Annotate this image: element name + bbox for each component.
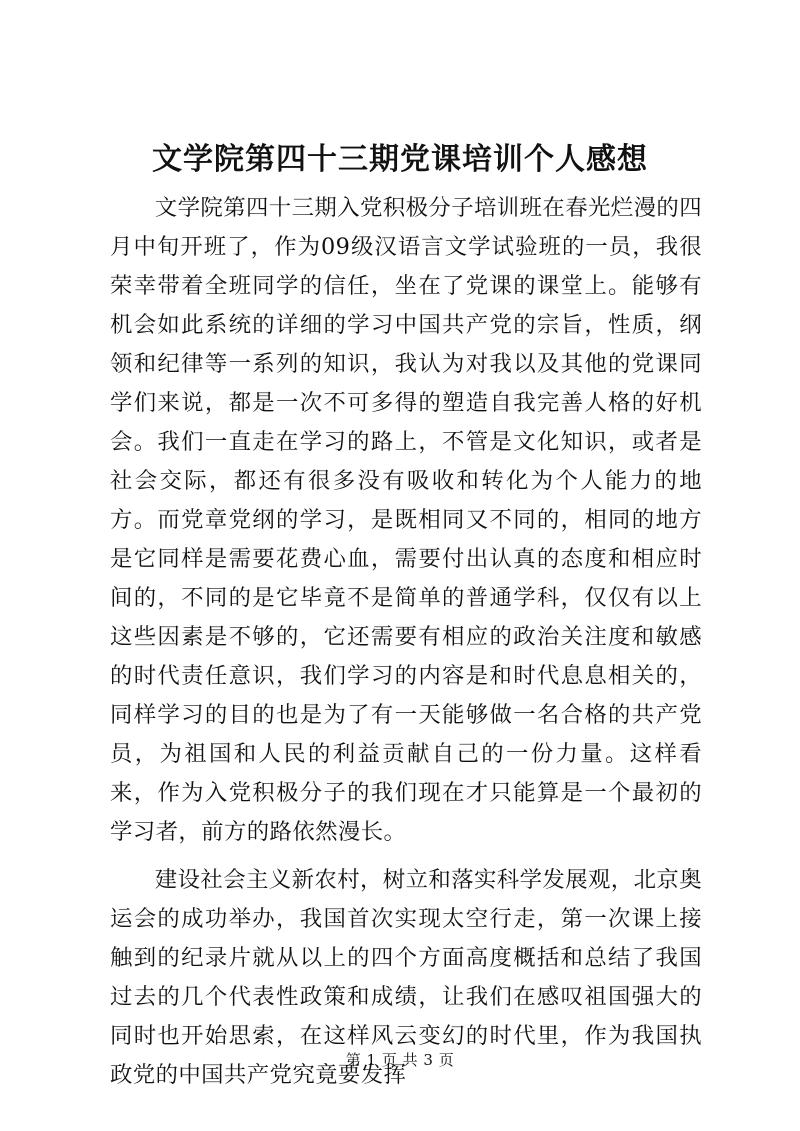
paragraph-1: 文学院第四十三期入党积极分子培训班在春光烂漫的四月中旬开班了，作为09级汉语言文学试验班的一员，我很荣幸带着全班同学的信任，坐在了党课的课堂上。能够有机会如此系统的详细的学习中国共产党的宗旨，性质，纲领和纪律等一系列的知识，我认为对我以及其他的党课同学们来说，都是一次不可多得的塑造自我完善人格的好机会。我们一直走在学习的路上，不管是文化知识，或者是社会交际，都还有很多没有吸收和转化为个人能力的地方。而党章党纲的学习，是既相同又不同的，相同的地方是它同样是需要花费心血，需要付出认真的态度和相应时间的，不同的是它毕竟不是简单的普通学科，仅仅有以上这些因素是不够的，它还需要有相应的政治关注度和敏感的时代责任意识，我们学习的内容是和时代息息相关的，同样学习的目的也是为了有一天能够做一名合格的共产党员，为祖国和人民的利益贡献自己的一份力量。这样看来，作为入党积极分子的我们现在才只能算是一个最初的学习者，前方的路依然漫长。	[110, 195, 702, 845]
paragraph-2: 建设社会主义新农村，树立和落实科学发展观，北京奥运会的成功举办，我国首次实现太空行走，第一次课上接触到的纪录片就从以上的四个方面高度概括和总结了我国过去的几个代表性政策和成绩，让我们在感叹祖国强大的同时也开始思索，在这样风云变幻的时代里，作为我国执政党的中国共产党究竟要发挥	[110, 867, 702, 1088]
page-footer: 第 1 页 共 3 页	[345, 1051, 455, 1069]
document-body	[110, 189, 702, 1104]
page-title: 文学院第四十三期党课培训个人感想	[152, 142, 648, 177]
